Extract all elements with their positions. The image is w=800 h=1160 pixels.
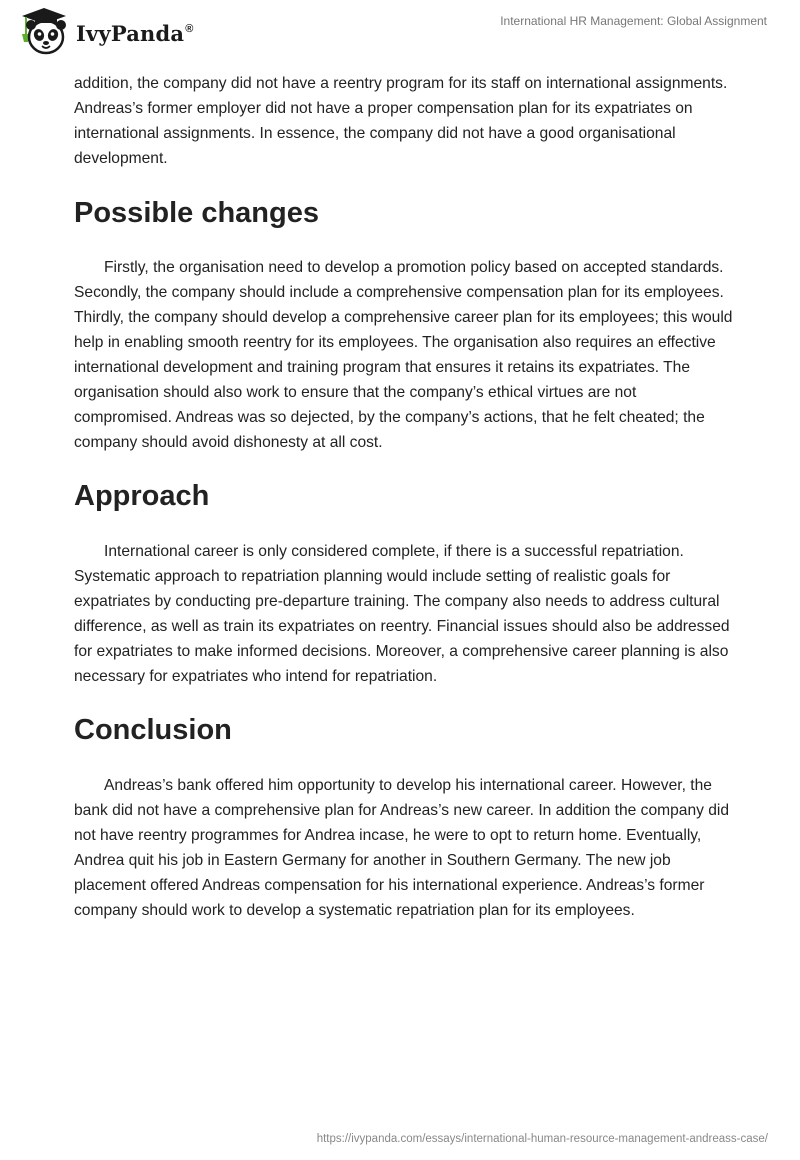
approach-paragraph: International career is only considered complete, if there is a successful repatriation. Systematic approach to repatriation planning would include setting of realistic goals for expatriates by conducting pre-departure training. The company also needs to address cultural difference, as well as train its expatriates on reentry. Financial issues should also be addressed for expatriates to make informed decisions. Moreover, a comprehensive career planning is also necessary for expatriates who intend for repatriation. bbox=[74, 543, 730, 685]
source-url-link[interactable]: https://ivypanda.com/essays/international-human-resource-management-andreass-case/ bbox=[316, 1133, 768, 1145]
brand-name: IvyPanda® bbox=[76, 20, 194, 46]
heading-possible-changes: Possible changes bbox=[74, 197, 319, 229]
essay-content bbox=[74, 71, 734, 923]
intro-paragraph: addition, the company did not have a reentry program for its staff on international assignments. Andreas’s former employer did not have a proper compensation plan for its expatriates on international assignments. In essence, the company did not have a good organisational development. bbox=[74, 75, 728, 167]
heading-approach: Approach bbox=[74, 480, 210, 512]
heading-conclusion: Conclusion bbox=[74, 714, 232, 746]
conclusion-paragraph: Andreas’s bank offered him opportunity to develop his international career. However, the bank did not have a comprehensive plan for Andreas’s new career. In addition the company did not have reentry programmes for Andrea incase, he were to opt to return home. Eventually, Andrea quit his job in Eastern Germany for another in Southern Germany. The new job placement offered Andreas compensation for his international experience. Andreas’s former company should work to develop a systematic repatriation plan for its employees. bbox=[74, 777, 730, 919]
registered-mark: ® bbox=[185, 22, 194, 35]
possible-changes-paragraph: Firstly, the organisation need to develop a promotion policy based on accepted standards. Secondly, the company should include a comprehensive compensation plan for its employees. Thirdly, the company should develop a comprehensive career plan for its employees; this would help in enabling smooth reentry for its employees. The organisation also requires an effective international development and training program that ensures it retains its expatriates. The organisation should also work to ensure that the company’s ethical virtues are not compromised. Andreas was so dejected, by the company’s actions, that he felt cheated; the company should avoid dishonesty at all cost. bbox=[74, 259, 733, 451]
document-title: International HR Management: Global Assignment bbox=[500, 14, 767, 28]
page-header bbox=[0, 0, 800, 64]
panda-graduate-logo-icon bbox=[14, 8, 74, 56]
ivypanda-logo[interactable] bbox=[14, 8, 194, 56]
